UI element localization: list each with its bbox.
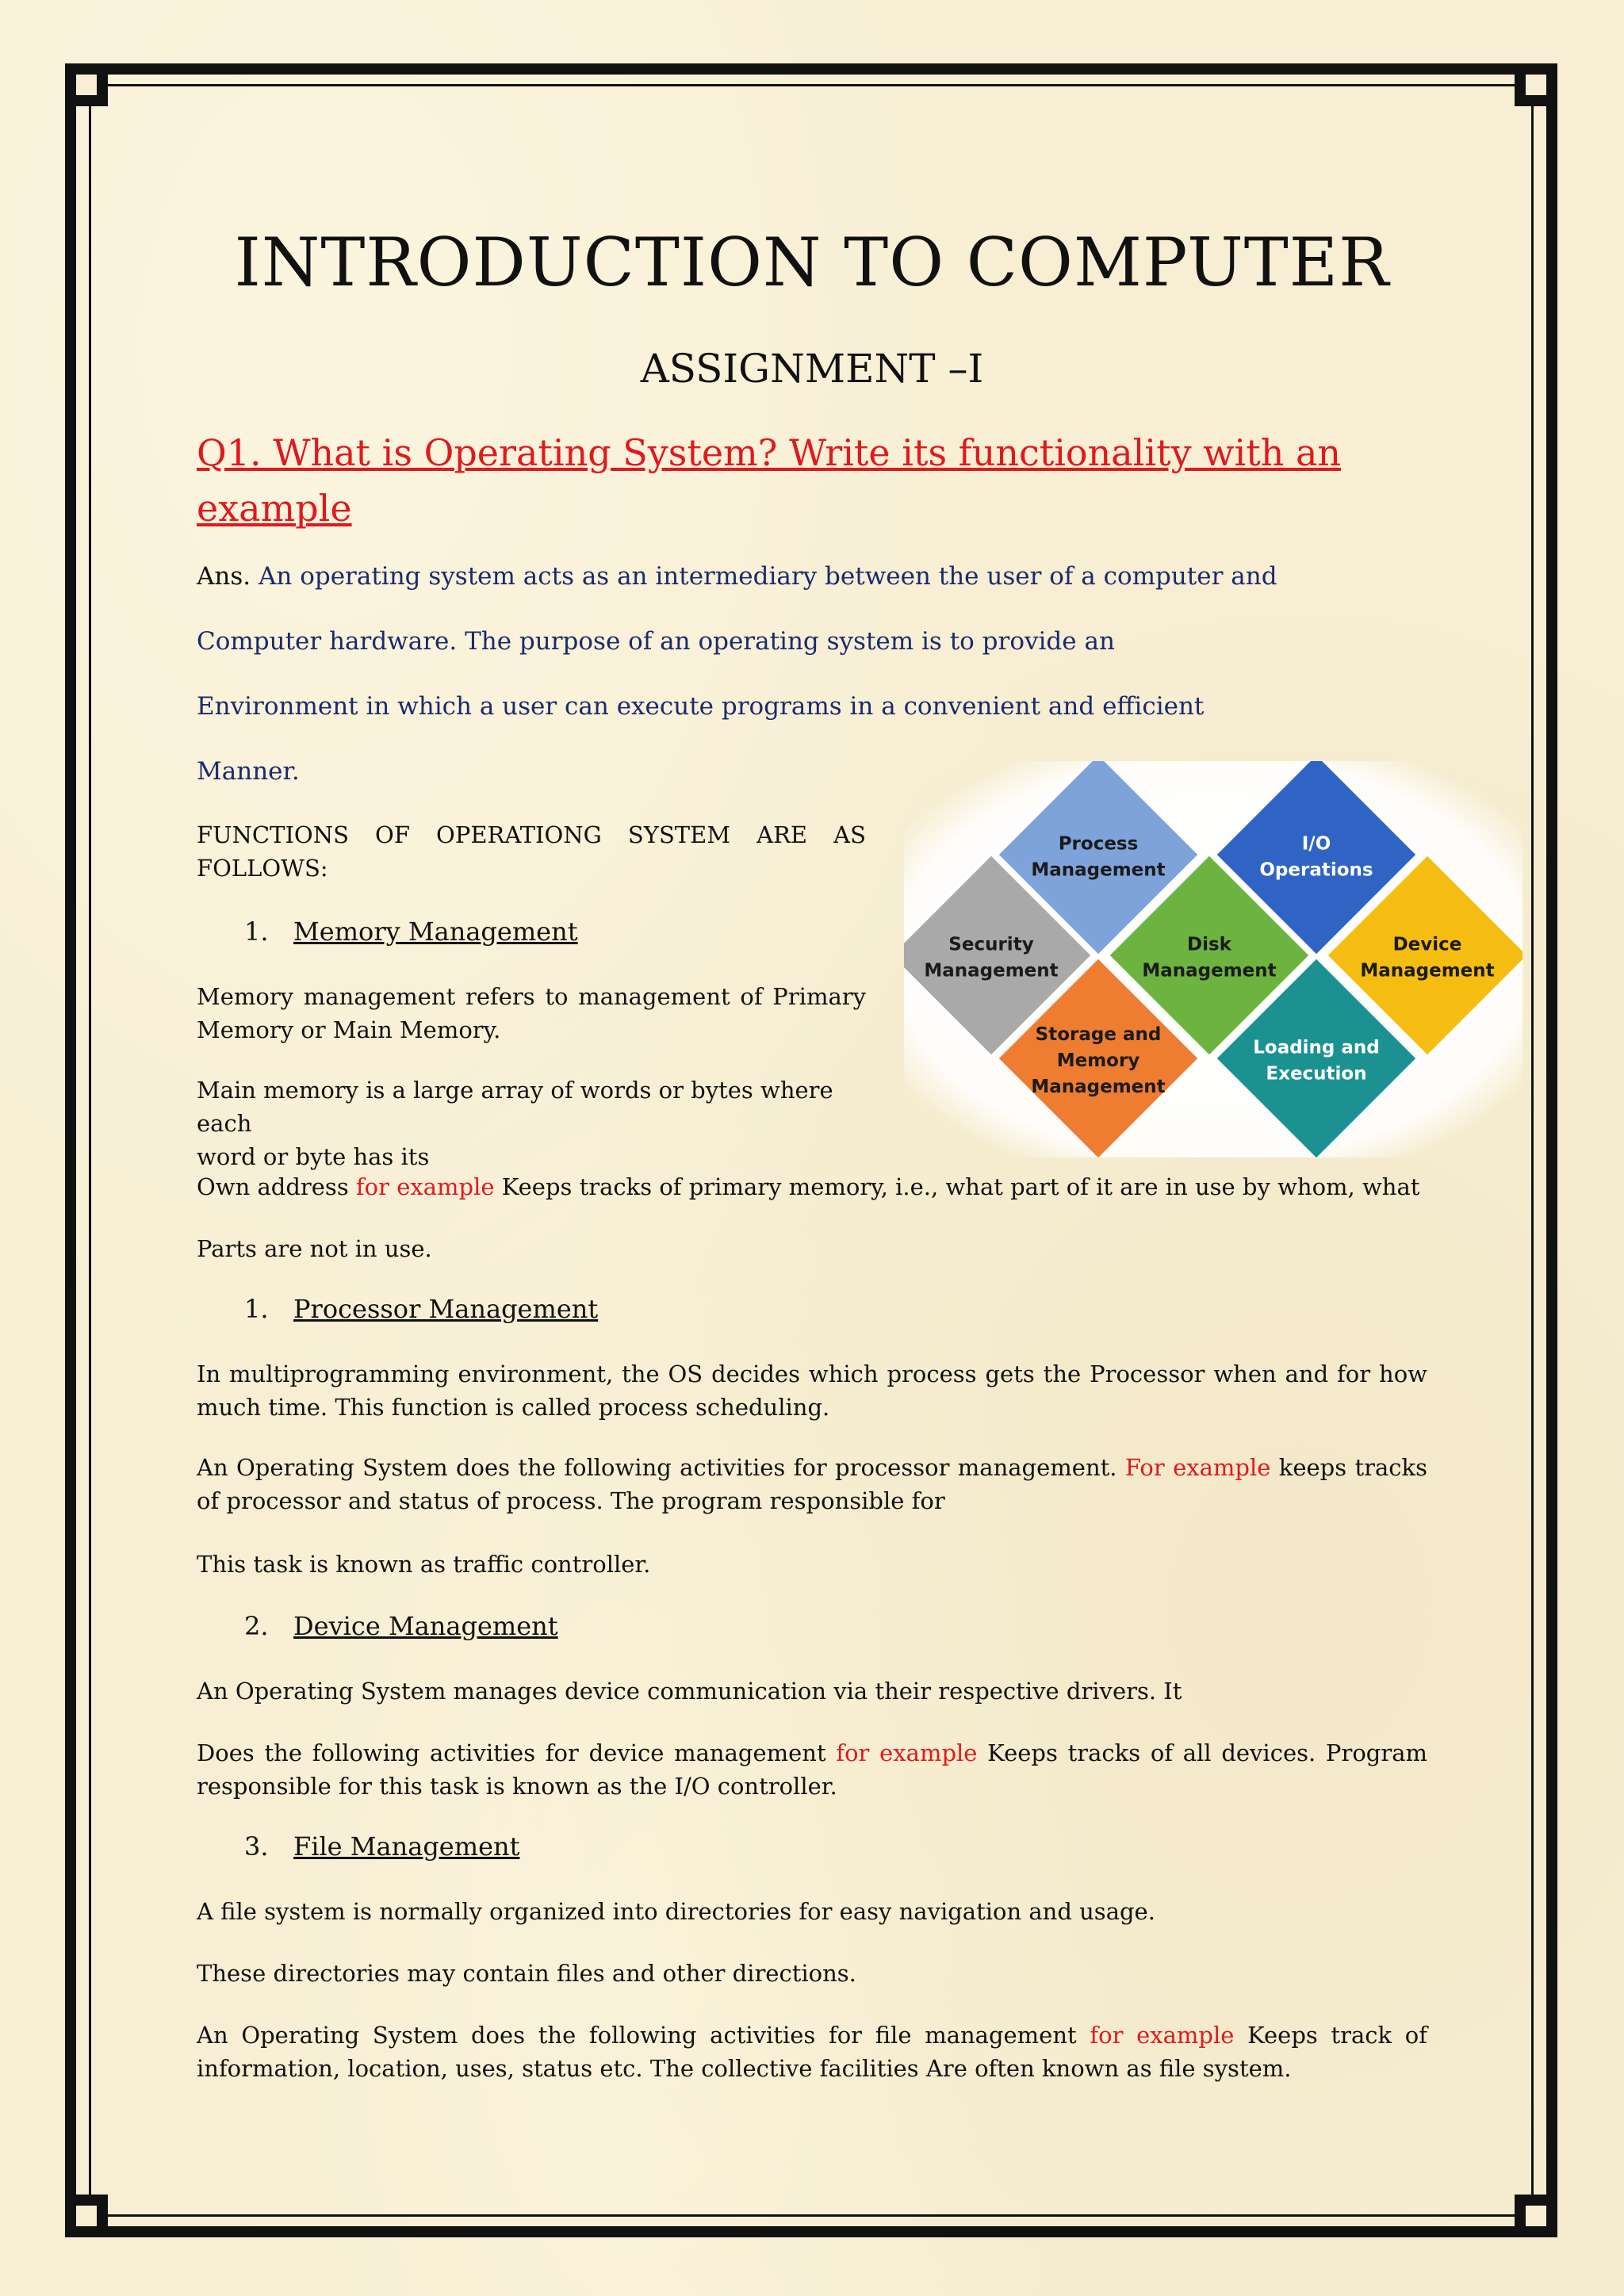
memory-p3-text: Own address: [197, 1173, 356, 1200]
file-paragraph-3: [197, 2019, 1427, 2085]
diagram-tile-label: Management: [1031, 1077, 1166, 1097]
section-heading-processor: [244, 1294, 598, 1324]
question-line-1: Q1. What is Operating System? Write its functionality with an: [197, 431, 1342, 474]
section-number: 2.: [244, 1611, 269, 1641]
processor-p2-text-after: keeps tracks of processor and status of process. The program responsible for: [197, 1454, 1427, 1514]
diagram-tile-label: Device: [1392, 934, 1462, 955]
answer-line-2: Computer hardware. The purpose of an operating system is to provide an: [197, 627, 1115, 656]
answer-line-4: Manner.: [197, 757, 300, 786]
device-p2-text: Does the following activities for device management: [197, 1739, 837, 1766]
question-line-2: example: [197, 487, 352, 530]
processor-paragraph-3: This task is known as traffic controller.: [197, 1551, 651, 1578]
memory-paragraph-1: [197, 980, 866, 1047]
memory-paragraph-3: [197, 1170, 1419, 1203]
diagram-tile-label: Disk: [1187, 934, 1231, 955]
section-title: Memory Management: [293, 916, 578, 947]
section-heading-device: [244, 1611, 558, 1641]
diagram-tile-label: Management: [1360, 960, 1495, 982]
file-paragraph-1: A file system is normally organized into directories for easy navigation and usage.: [197, 1898, 1155, 1925]
memory-p1-line-1: Memory management refers to management of Primary: [197, 983, 866, 1010]
memory-p3-text-after: Keeps tracks of primary memory, i.e., what part of it are in use by whom, what: [494, 1173, 1420, 1200]
example-highlight: for example: [355, 1173, 495, 1200]
memory-p1-line-2: Memory or Main Memory.: [197, 1016, 501, 1043]
functions-intro-line-2: FOLLOWS:: [197, 855, 328, 882]
example-highlight: for example: [1090, 2022, 1235, 2049]
device-paragraph-1: An Operating System manages device communication via their respective drivers. It: [197, 1678, 1182, 1705]
page-title: INTRODUCTION TO COMPUTER: [234, 224, 1390, 301]
memory-p2-line-2: word or byte has its: [197, 1143, 430, 1170]
section-number: 1.: [244, 916, 269, 947]
memory-paragraph-2: [197, 1073, 866, 1173]
os-functions-diagram: [904, 761, 1522, 1158]
section-title: File Management: [293, 1831, 520, 1862]
diagram-tile-label: Memory: [1056, 1050, 1140, 1071]
device-paragraph-2: [197, 1736, 1427, 1803]
section-title: Processor Management: [293, 1294, 599, 1324]
processor-p2-text: An Operating System does the following activities for processor management.: [197, 1454, 1125, 1481]
file-p3-text: An Operating System does the following activities for file management: [197, 2022, 1090, 2049]
file-p3-text-after: Keeps track of information, location, uses, status etc. The collective facilities Are often known as file system.: [197, 2022, 1427, 2082]
functions-intro: [197, 818, 866, 885]
question-heading: [197, 425, 1386, 536]
answer-line-1: [197, 560, 1277, 593]
section-number: 3.: [244, 1831, 269, 1862]
diagram-tile-label: Management: [1031, 859, 1166, 881]
diagram-tile-label: I/O: [1301, 833, 1331, 855]
answer-text-1: An operating system acts as an intermediary between the user of a computer and: [258, 562, 1277, 591]
diagram-tile-label: Management: [924, 960, 1059, 982]
memory-paragraph-4: Parts are not in use.: [197, 1235, 432, 1262]
example-highlight: For example: [1124, 1454, 1271, 1481]
diagram-tile-label: Management: [1142, 960, 1277, 982]
answer-lead: Ans.: [197, 562, 251, 591]
diagram-tile-label: Security: [948, 934, 1034, 955]
assignment-subtitle: ASSIGNMENT –I: [640, 346, 984, 392]
file-paragraph-2: These directories may contain files and other directions.: [197, 1960, 856, 1987]
device-p2-text-after: Keeps tracks of all devices. Program responsible for this task is known as the I/O controller.: [197, 1739, 1427, 1800]
section-number: 1.: [244, 1294, 269, 1324]
answer-line-3: Environment in which a user can execute programs in a convenient and efficient: [197, 692, 1205, 721]
diagram-tile-label: Operations: [1259, 859, 1373, 881]
example-highlight: for example: [836, 1739, 978, 1766]
diagram-tile-label: Loading and: [1253, 1037, 1380, 1058]
processor-paragraph-2: [197, 1451, 1427, 1517]
memory-p2-line-1: Main memory is a large array of words or bytes where each: [197, 1077, 833, 1137]
processor-paragraph-1: In multiprogramming environment, the OS decides which process gets the Processor when and for how much time. This function is called process scheduling.: [197, 1360, 1427, 1421]
diagram-tile-label: Storage and: [1035, 1024, 1162, 1045]
section-title: Device Management: [293, 1611, 558, 1641]
functions-intro-line-1: FUNCTIONS OF OPERATIONG SYSTEM ARE AS: [197, 821, 866, 848]
diagram-tile-label: Execution: [1266, 1063, 1367, 1085]
section-heading-file: [244, 1831, 519, 1862]
diagram-tile-label: Process: [1058, 833, 1139, 855]
section-heading-memory: [244, 916, 578, 947]
